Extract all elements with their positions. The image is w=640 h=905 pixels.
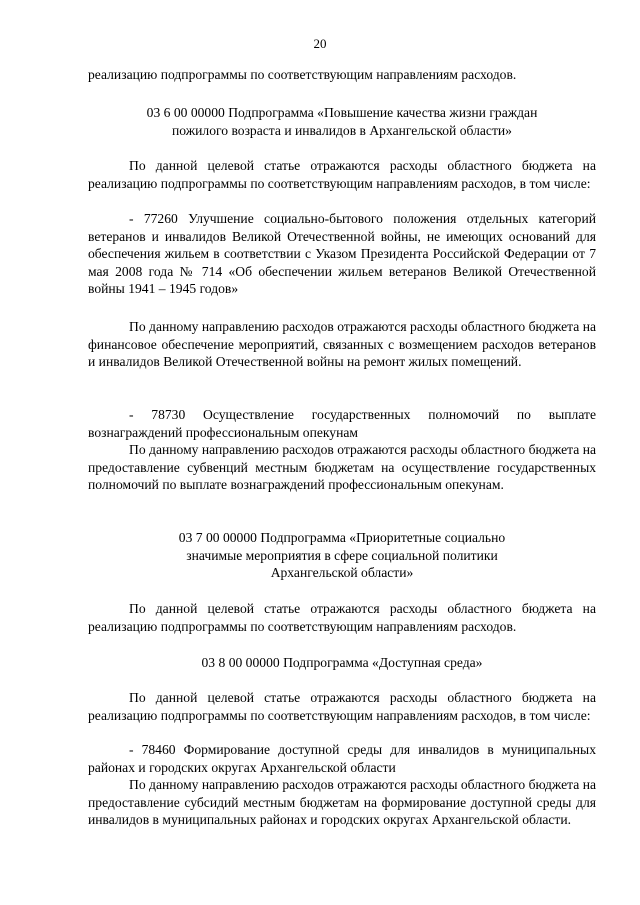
expense-item: - 78460 Формирование доступной среды для инвалидов в муниципальных районах и городских округах Архангельской области <box>88 742 596 775</box>
section-36-item-77260-desc <box>88 318 596 371</box>
expense-item-description: По данному направлению расходов отражаются расходы областного бюджета на предоставление субвенций местным бюджетам на осуществление государственных полномочий по выплате вознаграждений профессиональным опекунам. <box>88 442 596 492</box>
section-38-item-78460 <box>88 741 596 776</box>
expense-item-description: По данному направлению расходов отражаются расходы областного бюджета на предоставление субсидий местным бюджетам на формирование доступной среды для инвалидов в муниципальных районах и городских округах Архангельской области. <box>88 777 596 827</box>
section-heading <box>88 654 596 672</box>
intro-continuation: реализацию подпрограммы по соответствующим направлениям расходов. <box>88 67 517 82</box>
section-38-item-78460-desc <box>88 776 596 829</box>
section-heading <box>88 529 596 582</box>
section-38-heading <box>88 654 596 672</box>
section-intro-paragraph: По данной целевой статье отражаются расходы областного бюджета на реализацию подпрограммы по соответствующим направлениям расходов, в том числе: <box>88 158 596 191</box>
section-intro-paragraph: По данной целевой статье отражаются расходы областного бюджета на реализацию подпрограммы по соответствующим направлениям расходов. <box>88 601 596 634</box>
heading-line: 03 6 00 00000 Подпрограмма «Повышение качества жизни граждан <box>146 105 538 120</box>
section-36-item-78730 <box>88 406 596 441</box>
heading-line: 03 7 00 00000 Подпрограмма «Приоритетные социально <box>178 530 506 545</box>
heading-line: 03 8 00 00000 Подпрограмма «Доступная среда» <box>201 655 483 670</box>
section-36-item-77260 <box>88 210 596 298</box>
expense-item: - 77260 Улучшение социально-бытового положения отдельных категорий ветеранов и инвалидов Великой Отечественной войны, не имеющих оснований для обеспечения жильем в соответствии с Указом Президента Российской Федерации от 7 мая 2008 года № 714 «Об обеспечении жильем ветеранов Великой Отечественной войны 1941 – 1945 годов» <box>88 211 596 296</box>
section-intro-paragraph: По данной целевой статье отражаются расходы областного бюджета на реализацию подпрограммы по соответствующим направлениям расходов, в том числе: <box>88 690 596 723</box>
section-36-heading <box>88 104 596 139</box>
expense-item: - 78730 Осуществление государственных полномочий по выплате вознаграждений профессиональным опекунам <box>88 407 596 440</box>
section-38-intro <box>88 689 596 724</box>
section-37-heading <box>88 529 596 582</box>
intro-continuation-block <box>88 66 596 84</box>
page-number: 20 <box>313 36 327 51</box>
section-37-intro <box>88 600 596 635</box>
section-heading <box>88 104 596 139</box>
expense-item-description: По данному направлению расходов отражаются расходы областного бюджета на финансовое обеспечение мероприятий, связанных с возмещением расходов ветеранов и инвалидов Великой Отечественной войны на ремонт жилых помещений. <box>88 319 596 369</box>
heading-line: значимые мероприятия в сфере социальной политики <box>186 547 498 563</box>
section-36-intro <box>88 157 596 192</box>
heading-line: пожилого возраста и инвалидов в Архангельской области» <box>172 122 512 138</box>
section-36-item-78730-desc <box>88 441 596 494</box>
heading-line: Архангельской области» <box>270 565 414 580</box>
